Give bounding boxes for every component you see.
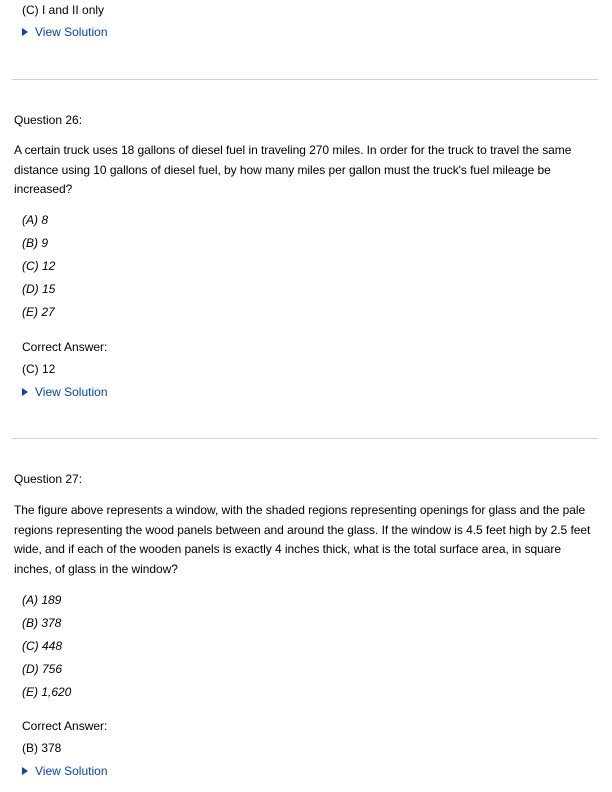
view-solution-link-q27[interactable] xyxy=(22,764,108,778)
view-solution-label: View Solution xyxy=(35,25,108,39)
q27-option-b: (B) 378 xyxy=(22,616,62,630)
q27-option-c: (C) 448 xyxy=(22,639,63,653)
q27-correct-answer-value: (B) 378 xyxy=(22,741,62,755)
q27-option-a: (A) 189 xyxy=(22,593,62,607)
divider xyxy=(12,79,598,80)
q26-option-b: (B) 9 xyxy=(22,236,49,250)
view-solution-link-previous[interactable] xyxy=(22,25,108,39)
q27-option-d: (D) 756 xyxy=(22,662,63,676)
question-27-text: The figure above represents a window, with the shaded regions representing openings for glass and the pale regions representing the wood panels between and around the glass. If the window is 4.5 feet high by 2.5 feet wide, and if each of the wooden panels is exactly 4 inches thick, what is the total surface area, in square inches, of glass in the window? xyxy=(14,503,591,576)
triangle-right-icon xyxy=(22,28,28,36)
q26-correct-answer-label: Correct Answer: xyxy=(22,340,108,354)
q27-correct-answer-label: Correct Answer: xyxy=(22,719,108,733)
q26-option-a: (A) 8 xyxy=(22,213,49,227)
question-27-title: Question 27: xyxy=(14,472,83,486)
q26-correct-answer-value: (C) 12 xyxy=(22,362,56,376)
q26-option-e: (E) 27 xyxy=(22,305,55,319)
question-26-text: A certain truck uses 18 gallons of diesel fuel in traveling 270 miles. In order for the truck to travel the same distance using 10 gallons of diesel fuel, by how many miles per gallon must the truck's fuel mileage be increased? xyxy=(14,143,572,196)
view-solution-label: View Solution xyxy=(35,385,108,399)
view-solution-label: View Solution xyxy=(35,764,108,778)
q26-option-c: (C) 12 xyxy=(22,259,56,273)
q26-option-d: (D) 15 xyxy=(22,282,56,296)
previous-answer: (C) I and II only xyxy=(22,3,105,17)
q27-option-e: (E) 1,620 xyxy=(22,685,72,699)
triangle-right-icon xyxy=(22,388,28,396)
question-26-title: Question 26: xyxy=(14,113,83,127)
triangle-right-icon xyxy=(22,767,28,775)
divider xyxy=(12,438,598,439)
view-solution-link-q26[interactable] xyxy=(22,385,108,399)
